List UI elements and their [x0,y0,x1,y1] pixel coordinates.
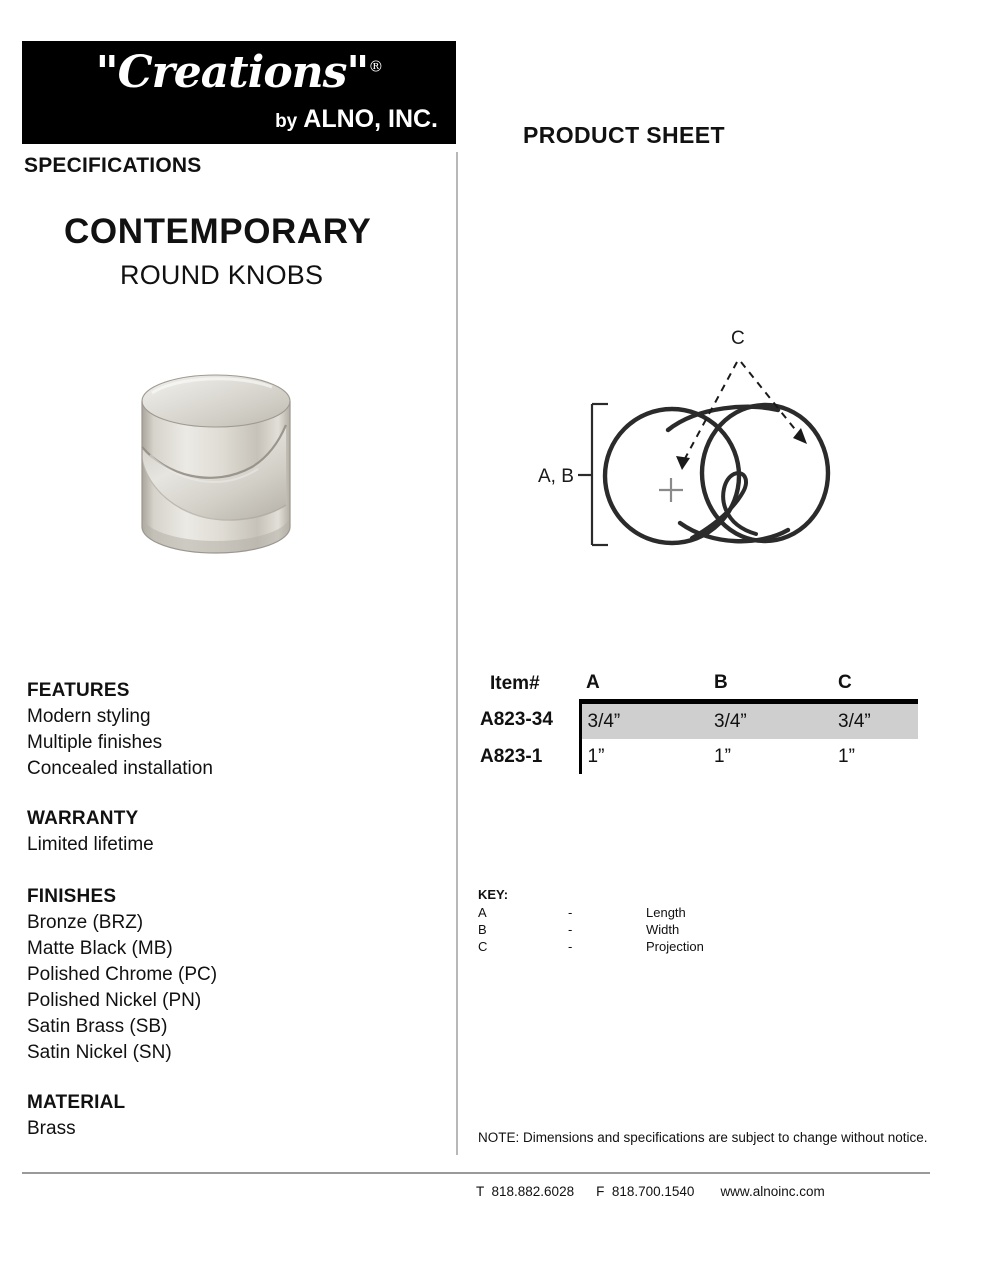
finishes-item: Satin Nickel (SN) [27,1042,172,1063]
key-letter: B [478,922,487,937]
column-header-a: A [580,672,708,702]
page-subtitle: ROUND KNOBS [120,260,324,290]
finishes-item: Bronze (BRZ) [27,912,144,933]
cell-dim-c: 3/4” [832,702,918,740]
key-dash: - [568,922,573,937]
finishes-item: Matte Black (MB) [27,938,173,959]
phone-number: T 818.882.6028 [476,1184,575,1199]
features-heading: FEATURES [27,680,130,701]
specifications-heading: SPECIFICATIONS [24,154,202,177]
features-item: Multiple finishes [27,732,163,753]
cell-dim-b: 1” [714,745,731,767]
disclaimer-note: NOTE: Dimensions and specifications are subject to change without notice. [478,1130,928,1145]
cell-dim-b: 3/4” [708,702,832,740]
warranty-item: Limited lifetime [27,834,154,855]
finishes-item: Polished Chrome (PC) [27,964,218,985]
key-letter: C [478,939,488,954]
diagram-center-mark [659,478,683,502]
column-header-item: Item# [490,673,540,695]
cell-dim-a: 1” [587,745,605,767]
footer-divider [22,1172,930,1174]
finishes-heading: FINISHES [27,886,117,907]
key-meaning: Width [646,922,680,937]
cell-item-number: A823-1 [478,739,580,774]
registered-trademark-icon: ® [368,57,383,76]
key-legend [478,886,704,955]
features-block [27,678,213,782]
finishes-item: Polished Nickel (PN) [27,990,202,1011]
table-row [478,739,918,774]
table-header-row [478,672,918,702]
features-item: Modern styling [27,706,151,727]
table-row [478,702,918,740]
product-sheet-heading: PRODUCT SHEET [523,122,725,148]
key-meaning: Length [646,905,686,920]
key-row [478,921,704,938]
finishes-item: Satin Brass (SB) [27,1016,168,1037]
website-url[interactable]: www.alnoinc.com [720,1184,825,1199]
page-title: CONTEMPORARY [64,212,372,251]
key-dash: - [568,939,573,954]
key-heading: KEY: [478,887,509,902]
key-row [478,938,704,955]
warranty-heading: WARRANTY [27,808,139,829]
vertical-divider [456,152,458,1155]
finishes-block [27,884,217,1066]
dimensions-table [478,672,918,774]
diagram-c-arrow-left [676,456,690,470]
contact-line [476,1184,825,1199]
key-meaning: Projection [646,939,704,954]
warranty-block [27,806,154,858]
brand-script-wordmark [96,47,383,98]
key-dash: - [568,905,573,920]
diagram-c-label: C [731,328,745,349]
cell-dim-a: 3/4” [580,702,708,740]
diagram-c-arrow-right [793,428,807,444]
cell-dim-c: 1” [838,745,855,767]
brand-by-word: by [275,111,298,132]
material-item: Brass [27,1118,76,1139]
features-item: Concealed installation [27,758,213,779]
brand-name-text: "Creations" [95,47,369,98]
column-header-c: C [832,672,918,702]
column-header-b: B [708,672,832,702]
brand-company-name: ALNO, INC. [303,105,438,133]
key-row [478,904,704,921]
product-photo [120,355,310,575]
material-heading: MATERIAL [27,1092,126,1113]
brand-logo-box [22,41,456,144]
brand-company-line [275,105,438,134]
fax-number: F 818.700.1540 [596,1184,695,1199]
cell-item-number: A823-34 [478,702,580,740]
diagram-ab-label: A, B [538,466,574,487]
key-letter: A [478,905,487,920]
dimension-diagram [520,318,930,583]
material-block [27,1090,125,1142]
